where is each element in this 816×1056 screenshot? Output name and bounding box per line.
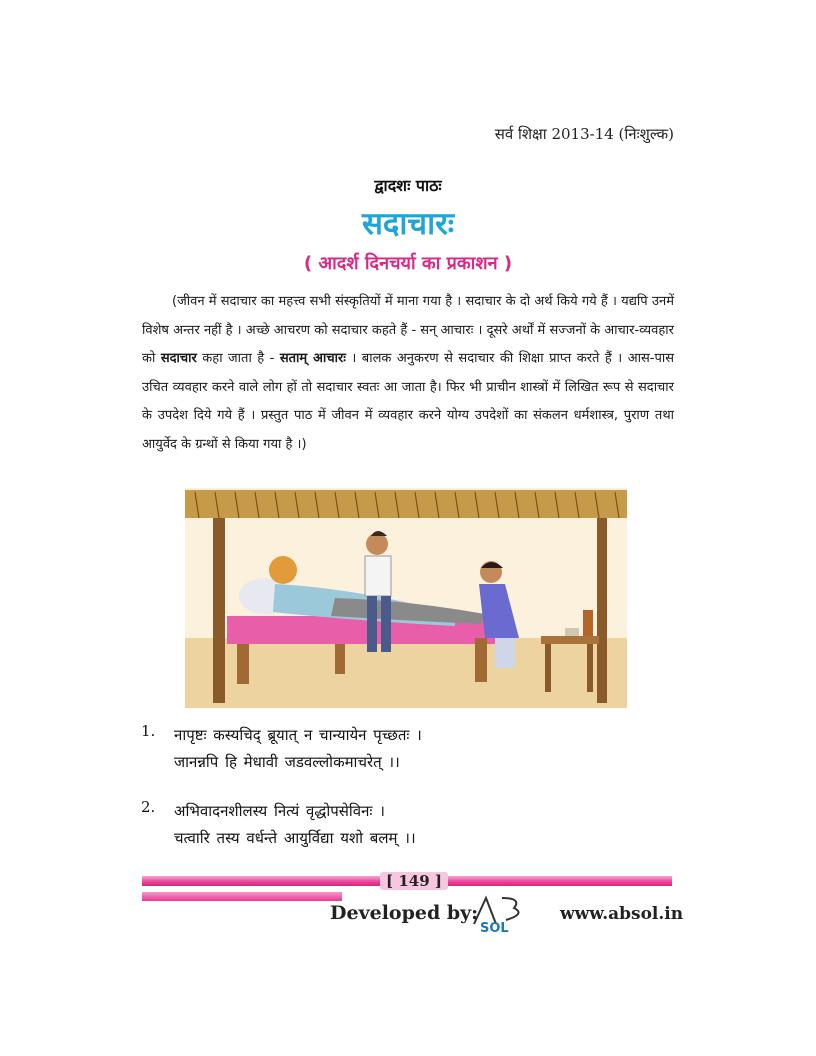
lesson-subtitle: ( आदर्श दिनचर्या का प्रकाशन ) <box>303 253 513 274</box>
verse-item <box>141 722 681 776</box>
verse-line: नापृष्टः कस्यचिद् ब्रूयात् न चान्यायेन पृच्छतः । <box>174 726 422 744</box>
verse-line: अभिवादनशीलस्य नित्यं वृद्धोपसेविनः । <box>174 802 385 820</box>
verses-list <box>141 722 681 874</box>
intro-text-1: (जीवन में सदाचार का महत्त्व सभी संस्कृतियों में माना गया है । सदाचार के दो अर्थ किये गये हैं । यद्यपि उनमें विशेष अन्तर नहीं है । अच्छे आचरण को सदाचार कहते हैं - सन् आचारः । दूसरे अर्थों में सज्जनों के आचार-व्यवहार को <box>142 294 674 366</box>
intro-bold-1: सदाचार <box>160 351 197 366</box>
footer-bar-bottom <box>142 892 342 901</box>
intro-text-2: कहा जाता है - <box>196 351 280 366</box>
developed-by-label: Developed by: <box>330 902 479 924</box>
page-number: [ 149 ] <box>380 872 448 890</box>
illustration-sick-elder-care <box>185 488 627 708</box>
verse-number: 1. <box>141 722 156 740</box>
absol-logo <box>466 894 538 934</box>
verse-line: चत्वारि तस्य वर्धन्ते आयुर्विद्या यशो बलम् ।। <box>174 829 416 847</box>
footer-bar <box>142 870 672 904</box>
header-note: सर्व शिक्षा 2013-14 (निःशुल्क) <box>494 125 674 143</box>
intro-paragraph <box>142 288 674 459</box>
logo-text: SOL <box>480 921 509 934</box>
lesson-number: द्वादशः पाठः <box>374 176 442 195</box>
intro-text-3: । बालक अनुकरण से सदाचार की शिक्षा प्राप्त करते हैं । आस-पास उचित व्यवहार करने वाले लोग हों तो सदाचार स्वतः आ जाता है। फिर भी प्राचीन शास्त्रों में लिखित रूप से सदाचार के उपदेश दिये गये हैं । प्रस्तुत पाठ में जीवन में व्यवहार करने योग्य उपदेशों का संकलन धर्मशास्त्र, पुराण तथा आयुर्वेद के ग्रन्थों से किया गया है ।) <box>142 351 674 452</box>
verse-number: 2. <box>141 798 156 816</box>
intro-bold-2: सताम् आचारः <box>279 351 346 366</box>
verse-line: जानन्नपि हि मेधावी जडवल्लोकमाचरेत् ।। <box>174 753 400 771</box>
lesson-title: सदाचारः <box>361 206 455 242</box>
website-link[interactable]: www.absol.in <box>560 904 684 924</box>
verse-item <box>141 798 681 852</box>
